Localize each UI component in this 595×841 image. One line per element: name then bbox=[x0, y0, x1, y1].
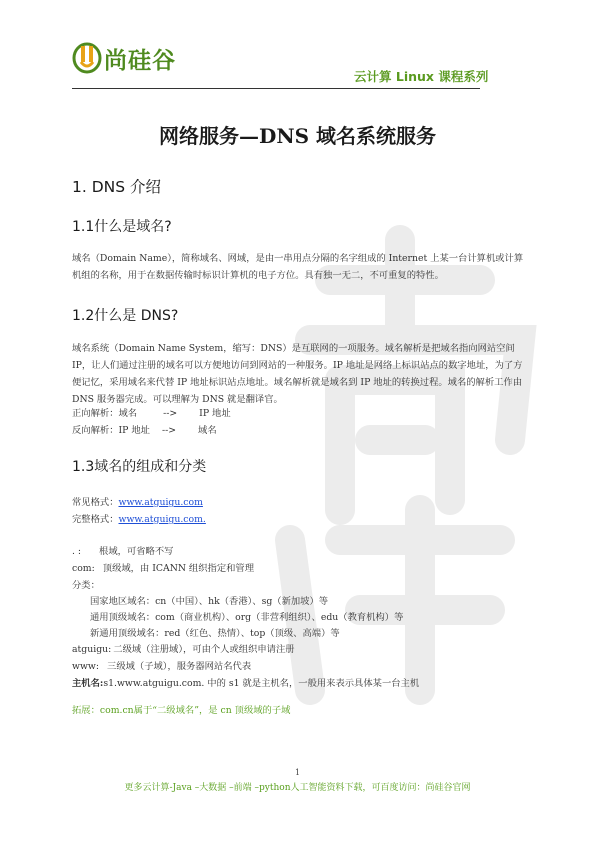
classification-general: 通用顶级域名：com（商业机构）、org（非营利组织）、edu（教育机构）等 bbox=[90, 612, 404, 623]
common-format-link[interactable]: www.atguigu.com bbox=[118, 497, 203, 508]
section-heading-1-3: 1.3域名的组成和分类 bbox=[72, 459, 207, 475]
reverse-resolution-row: 反向解析：IP 地址 --> 域名 bbox=[72, 425, 217, 436]
root-domain-row: . : 根域，可省略不写 bbox=[72, 546, 174, 557]
section-heading-1-2: 1.2什么是 DNS? bbox=[72, 308, 179, 324]
section-heading-1: 1. DNS 介绍 bbox=[72, 178, 162, 196]
forward-resolution-row: 正向解析：域名 --> IP 地址 bbox=[72, 408, 231, 419]
classification-country: 国家地区域名：cn（中国）、hk（香港）、sg（新加坡）等 bbox=[90, 596, 329, 607]
logo-text: 尚硅谷 bbox=[104, 48, 176, 74]
paragraph-domain-name: 域名（Domain Name），简称域名、网域，是由一串用点分隔的名字组成的 Internet 上某一台计算机或计算机组的名称，用于在数据传输时标识计算机的电子方位。具有独一无二，不可重复的特性。 bbox=[72, 253, 524, 281]
second-level-domain-row: atguigu: 二级域（注册域），可由个人或组织申请注册 bbox=[72, 644, 295, 655]
classification-label: 分类： bbox=[72, 580, 100, 591]
hostname-row: 主机名:s1.www.atguigu.com. 中的 s1 就是主机名，一般用来表示具体某一台主机 bbox=[72, 678, 420, 689]
third-level-domain-row: www: 三级域（子域），服务器网站名代表 bbox=[72, 661, 252, 672]
full-format-link[interactable]: www.atguigu.com. bbox=[118, 514, 206, 525]
header-rule bbox=[72, 88, 480, 89]
top-level-domain-row: com: 顶级域，由 ICANN 组织指定和管理 bbox=[72, 563, 255, 574]
section-heading-1-1: 1.1什么是域名? bbox=[72, 219, 172, 235]
series-label: 云计算 Linux 课程系列 bbox=[354, 69, 489, 84]
extension-note: 拓展：com.cn属于“二级域名”，是 cn 顶级域的子域 bbox=[72, 705, 291, 716]
full-format-row: 完整格式：www.atguigu.com. bbox=[72, 514, 206, 525]
page-number: 1 bbox=[294, 768, 301, 777]
paragraph-dns: 域名系统（Domain Name System，缩写：DNS）是互联网的一项服务。域名解析是把域名指向网站空间 IP，让人们通过注册的域名可以方便地访问到网站的一种服务。IP 地址是网络上标识站点的数字地址，为了方便记忆，采用域名来代替 IP 地址标识站点地址。域名解析就是域名到 IP 地址的转换过程。域名的解析工作由 DNS 服务器完成。可以理解为 DNS 就是翻译官。 bbox=[72, 343, 523, 405]
logo-icon bbox=[72, 40, 102, 74]
page-title: 网络服务—DNS 域名系统服务 bbox=[158, 124, 437, 148]
footer-text: 更多云计算-Java –大数据 –前端 –python人工智能资料下载，可百度访问：尚硅谷官网 bbox=[124, 783, 471, 793]
common-format-row: 常见格式：www.atguigu.com bbox=[72, 497, 203, 508]
classification-new: 新通用顶级域名：red（红色、热情）、top（顶级、高端）等 bbox=[90, 628, 340, 639]
